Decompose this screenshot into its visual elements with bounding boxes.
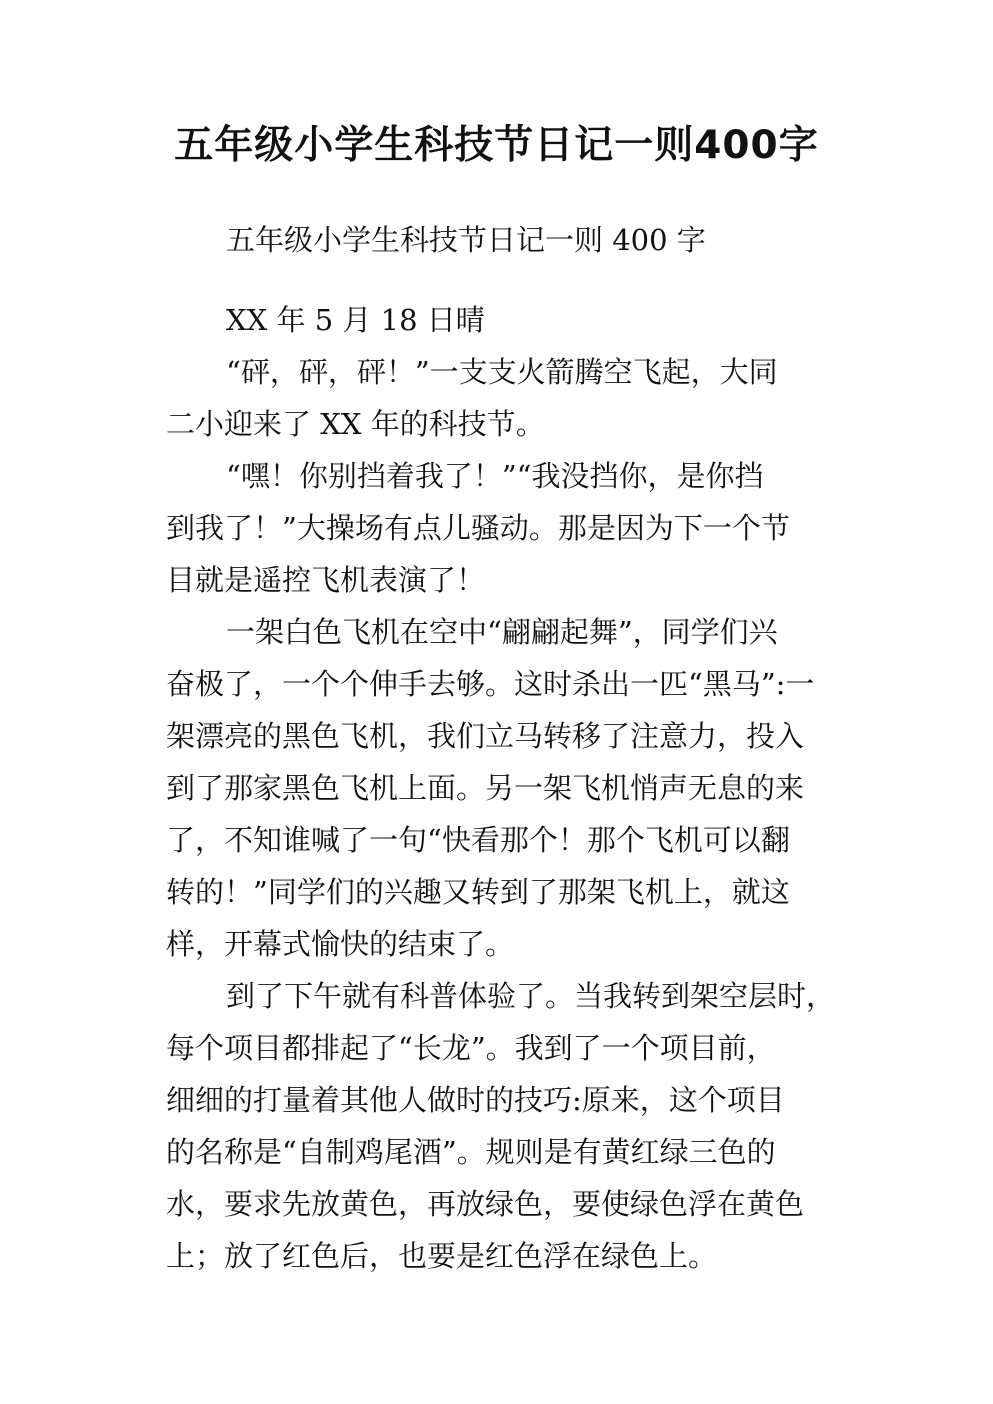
paragraph-4-line-1: 到了下午就有科普体验了。当我转到架空层时，	[226, 979, 836, 1013]
date-line: XX 年 5 月 18 日晴	[226, 303, 485, 337]
paragraph-3-line-2: 奋极了，一个个伸手去够。这时杀出一匹“黑马”:一	[166, 667, 815, 701]
paragraph-3-line-6: 转的！”同学们的兴趣又转到了那架飞机上，就这	[166, 875, 790, 909]
paragraph-4-line-3: 细细的打量着其他人做时的技巧:原来，这个项目	[166, 1083, 785, 1117]
paragraph-4-line-6: 上；放了红色后，也要是红色浮在绿色上。	[166, 1239, 718, 1273]
paragraph-3-line-1: 一架白色飞机在空中“翩翩起舞”，同学们兴	[226, 615, 778, 649]
document-title: 五年级小学生科技节日记一则400字	[174, 123, 819, 168]
subtitle-line: 五年级小学生科技节日记一则 400 字	[226, 223, 706, 257]
paragraph-2-line-1: “嘿！你别挡着我了！”“我没挡你，是你挡	[226, 459, 764, 493]
paragraph-1-line-1: “砰，砰，砰！”一支支火箭腾空飞起，大同	[226, 355, 778, 389]
paragraph-2-line-3: 目就是遥控飞机表演了！	[166, 563, 486, 597]
paragraph-4-line-4: 的名称是“自制鸡尾酒”。规则是有黄红绿三色的	[166, 1135, 776, 1169]
paragraph-3-line-7: 样，开幕式愉快的结束了。	[166, 927, 515, 961]
paragraph-3-line-4: 到了那家黑色飞机上面。另一架飞机悄声无息的来	[166, 771, 805, 805]
paragraph-3-line-3: 架漂亮的黑色飞机，我们立马转移了注意力，投入	[166, 719, 805, 753]
paragraph-2-line-2: 到我了！”大操场有点儿骚动。那是因为下一个节	[166, 511, 790, 545]
paragraph-1-line-2: 二小迎来了 XX 年的科技节。	[166, 407, 545, 441]
paragraph-3-line-5: 了，不知谁喊了一句“快看那个！那个飞机可以翻	[166, 823, 790, 857]
paragraph-4-line-2: 每个项目都排起了“长龙”。我到了一个项目前，	[166, 1031, 776, 1065]
paragraph-4-line-5: 水，要求先放黄色，再放绿色，要使绿色浮在黄色	[166, 1187, 805, 1221]
